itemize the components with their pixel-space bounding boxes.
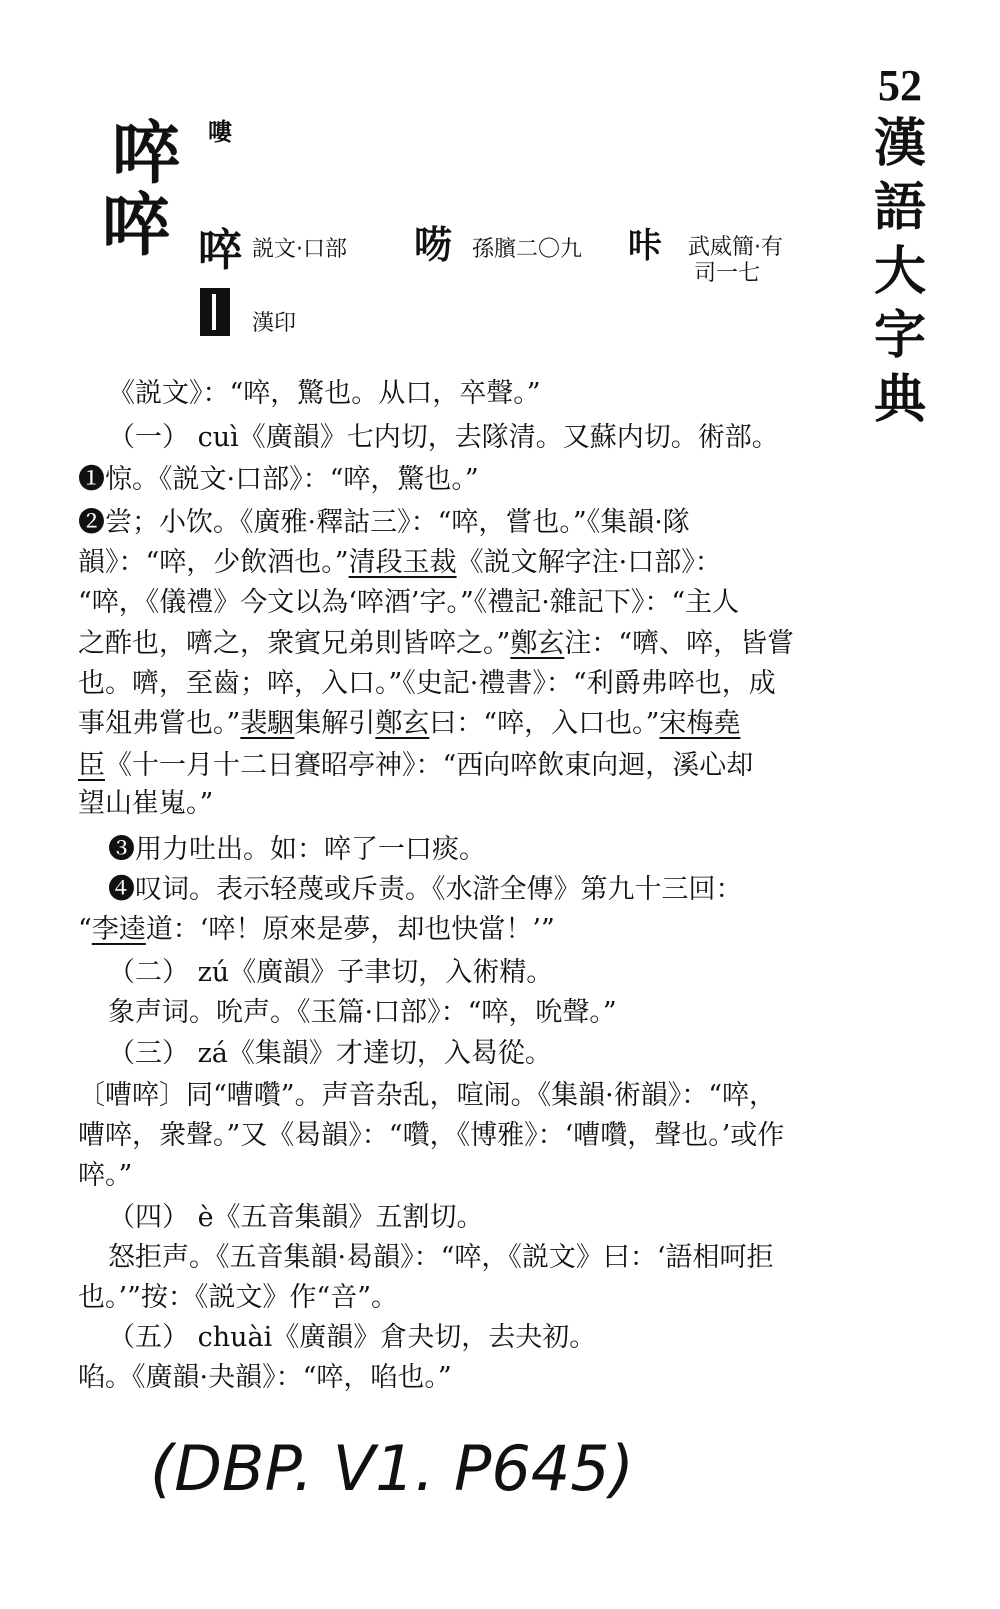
body-line-20: 啐。”	[78, 1160, 133, 1191]
body-line-4: ❷尝；小饮。《廣雅·釋詁三》：“啐，嘗也。”《集韻·隊	[78, 507, 690, 538]
form-source-4: 漢印	[252, 311, 297, 336]
headword-1-note: 嘍	[208, 117, 232, 146]
text-run: 《十一月十二日賽昭亭神》：“西向啐飲東向迴，溪心却	[105, 750, 754, 781]
body-line-21: （四） è《五音集韻》五割切。	[108, 1202, 484, 1233]
form-glyph-2: 㖴	[414, 222, 453, 267]
text-run: 事俎弗嘗也。”	[78, 708, 241, 739]
body-line-1: 《説文》：“啐，驚也。从口，卒聲。”	[108, 378, 541, 409]
body-line-16: 象声词。吮声。《玉篇·口部》：“啐，吮聲。”	[108, 997, 617, 1028]
body-line-7	[78, 626, 794, 662]
body-line-18: 〔嘈啐〕同“嘈囋”。声音杂乱，喧闹。《集韻·術韻》：“啐，	[78, 1080, 776, 1111]
headword-2: 啐	[102, 186, 171, 266]
person-name: 裴駰	[240, 708, 295, 739]
body-line-10	[78, 748, 753, 784]
text-run: 道：‘啐！原來是夢，却也快當！’”	[145, 914, 555, 945]
text-run: 之酢也，嚌之，衆賓兄弟則皆啐之。”	[78, 628, 511, 659]
text-run: 韻》：“啐，少飲酒也。”	[78, 547, 349, 578]
body-line-24: （五） chuài《廣韻》倉夬切，去夬初。	[108, 1322, 597, 1353]
form-glyph-1: 啐	[198, 225, 242, 276]
form-source-3: 武威簡·有	[688, 235, 783, 260]
text-run: 曰：“啐，入口也。”	[429, 708, 660, 739]
dictionary-title: 漢語大字典	[873, 113, 926, 430]
form-glyph-3: 咔	[628, 226, 662, 266]
person-name: 清段玉裁	[348, 547, 457, 578]
text-run: 集解引	[294, 708, 376, 739]
text-run: 《説文解字注·口部》：	[456, 547, 722, 578]
body-line-3: ❶惊。《説文·口部》：“啐，驚也。”	[78, 464, 479, 495]
handwritten-note: (DBP. V1. P645)	[150, 1432, 634, 1505]
body-line-6: “啐，《儀禮》今文以為‘啐酒’字。”《禮記·雜記下》：“主人	[78, 587, 740, 618]
seal-glyph	[200, 288, 230, 336]
person-name: 李逵	[91, 914, 146, 945]
body-line-2: （一） cuì《廣韻》七内切，去隊清。又蘇内切。術部。	[108, 422, 779, 453]
body-line-19: 嘈啐，衆聲。”又《曷韻》：“囋，《博雅》：‘嘈囋，聲也。’或作	[78, 1120, 785, 1151]
body-line-13: ❹叹词。表示轻蔑或斥责。《水滸全傳》第九十三回：	[108, 874, 743, 905]
body-line-15: （二） zú《廣韻》子聿切，入術精。	[108, 957, 554, 988]
form-source-1: 説文·口部	[252, 237, 347, 262]
person-name: 鄭玄	[510, 628, 565, 659]
person-name: 臣	[78, 750, 105, 781]
body-line-22: 怒拒声。《五音集韻·曷韻》：“啐，《説文》曰：‘語相呵拒	[108, 1242, 774, 1273]
body-line-12: ❸用力吐出。如：啐了一口痰。	[108, 834, 486, 865]
body-line-11: 望山崔嵬。”	[78, 788, 214, 819]
body-line-25: 啗。《廣韻·夬韻》：“啐，啗也。”	[78, 1362, 452, 1393]
text-run: 注：“嚌、啐，皆嘗	[564, 628, 795, 659]
headword-1: 啐	[112, 114, 181, 194]
body-line-17: （三） zá《集韻》才達切，入曷從。	[108, 1038, 552, 1069]
body-line-8: 也。嚌，至齒；啐，入口。”《史記·禮書》：“利爵弗啐也，成	[78, 668, 776, 699]
body-line-5	[78, 545, 722, 581]
text-run: “	[78, 914, 92, 945]
body-line-23: 也。’”按：《説文》作“咅”。	[78, 1282, 398, 1313]
person-name: 鄭玄	[375, 708, 430, 739]
form-source-3-cont: 司一七	[694, 261, 761, 286]
body-line-14	[78, 912, 555, 948]
form-source-2: 孫臏二〇九	[472, 237, 583, 262]
page-number: 52	[878, 61, 922, 110]
person-name: 宋梅堯	[659, 708, 741, 739]
body-line-9	[78, 706, 740, 742]
